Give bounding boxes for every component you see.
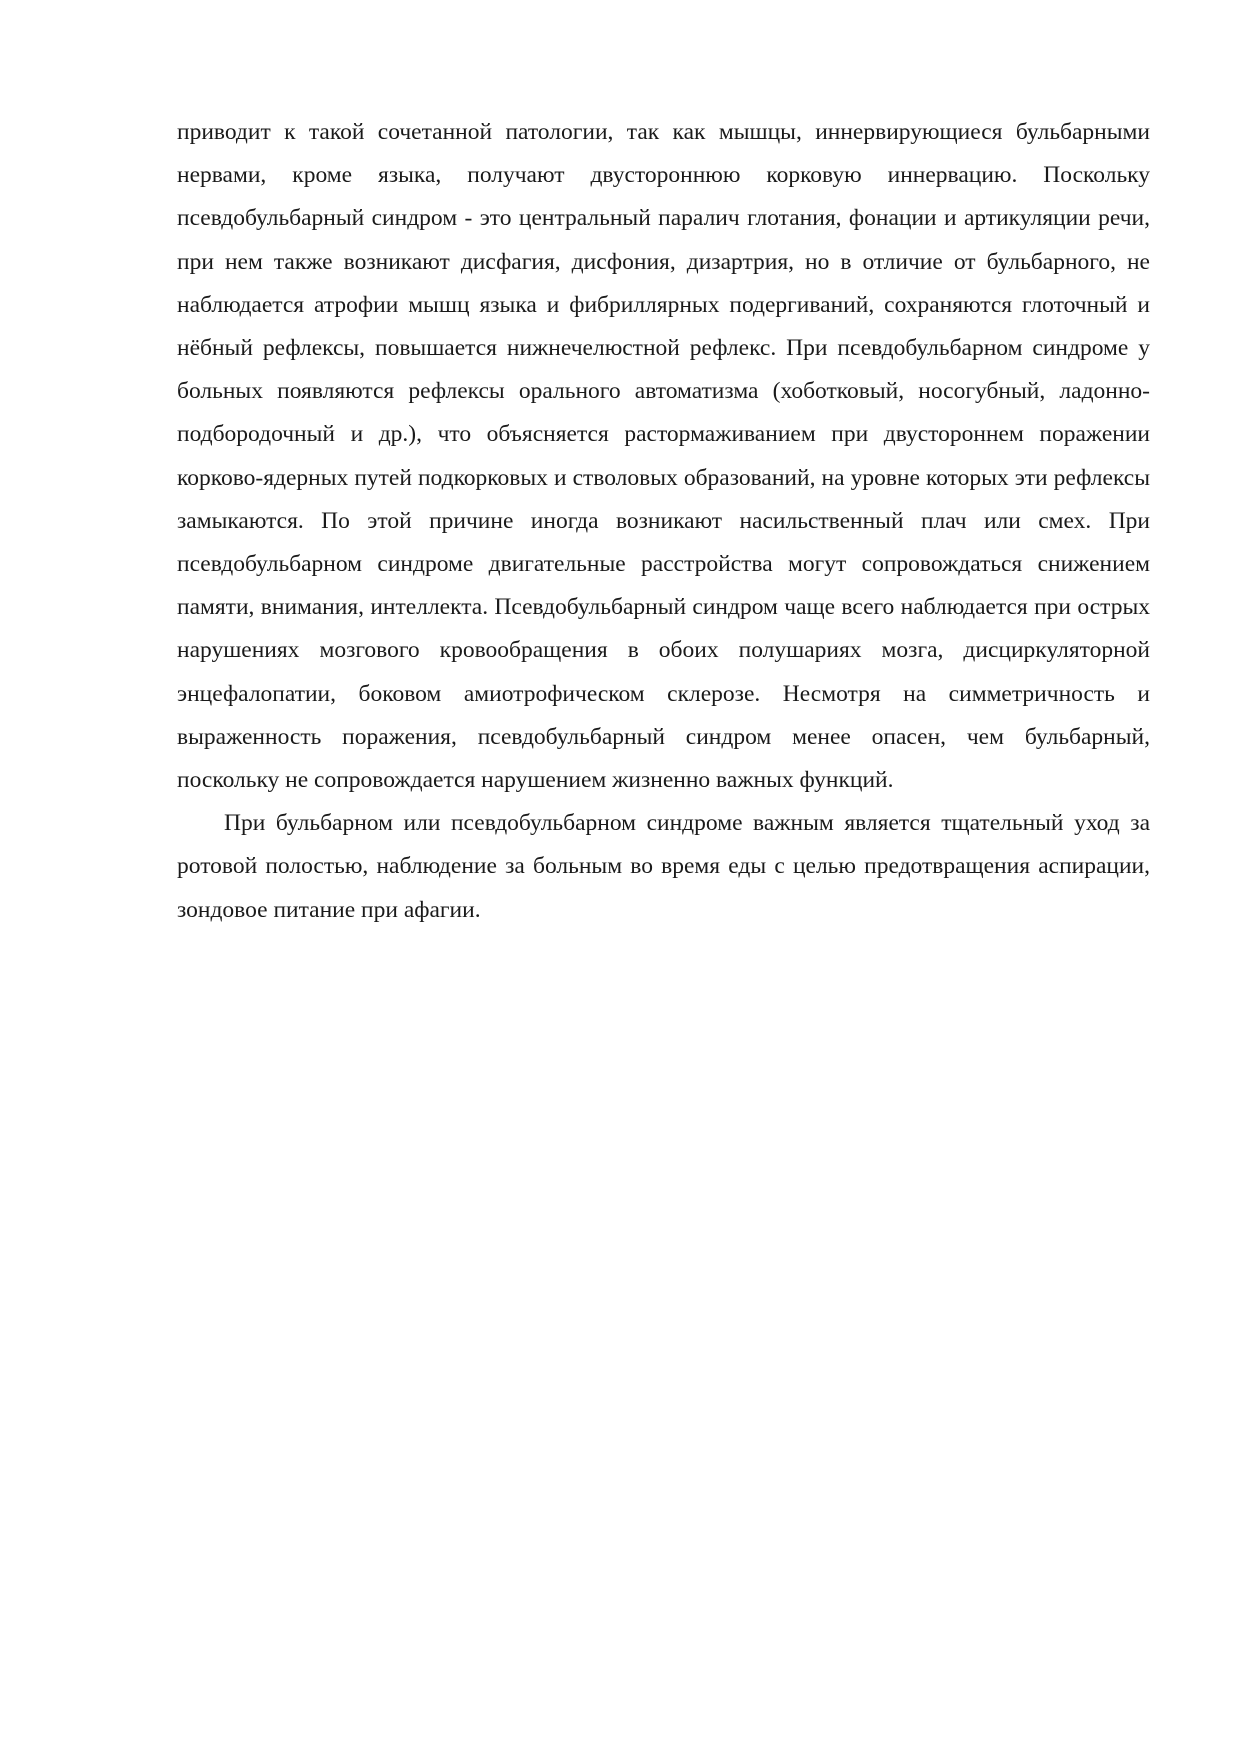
- paragraph-2: При бульбарном или псевдобульбарном синдроме важным является тщательный уход за ротовой полостью, наблюдение за больным во время еды с целью предотвращения аспирации, зондовое питание при афагии.: [177, 810, 1150, 923]
- body-text: [177, 111, 1150, 932]
- paragraph-1: приводит к такой сочетанной патологии, так как мышцы, иннервирующиеся бульбарными нервами, кроме языка, получают двустороннюю корковую иннервацию. Поскольку псевдобульбарный синдром - это центральный паралич глотания, фонации и артикуляции речи, при нем также возникают дисфагия, дисфония, дизартрия, но в отличие от бульбарного, не наблюдается атрофии мышц языка и фибриллярных подергиваний, сохраняются глоточный и нёбный рефлексы, повышается нижнечелюстной рефлекс. При псевдобульбарном синдроме у больных появляются рефлексы орального автоматизма (хоботковый, носогубный, ладонно-подбородочный и др.), что объясняется растормаживанием при двустороннем поражении корково-ядерных путей подкорковых и стволовых образований, на уровне которых эти рефлексы замыкаются. По этой причине иногда возникают насильственный плач или смех. При псевдобульбарном синдроме двигательные расстройства могут сопровождаться снижением памяти, внимания, интеллекта. Псевдобульбарный синдром чаще всего наблюдается при острых нарушениях мозгового кровообращения в обоих полушариях мозга, дисциркуляторной энцефалопатии, боковом амиотрофическом склерозе. Несмотря на симметричность и выраженность поражения, псевдобульбарный синдром менее опасен, чем бульбарный, поскольку не сопровождается нарушением жизненно важных функций.: [177, 119, 1150, 794]
